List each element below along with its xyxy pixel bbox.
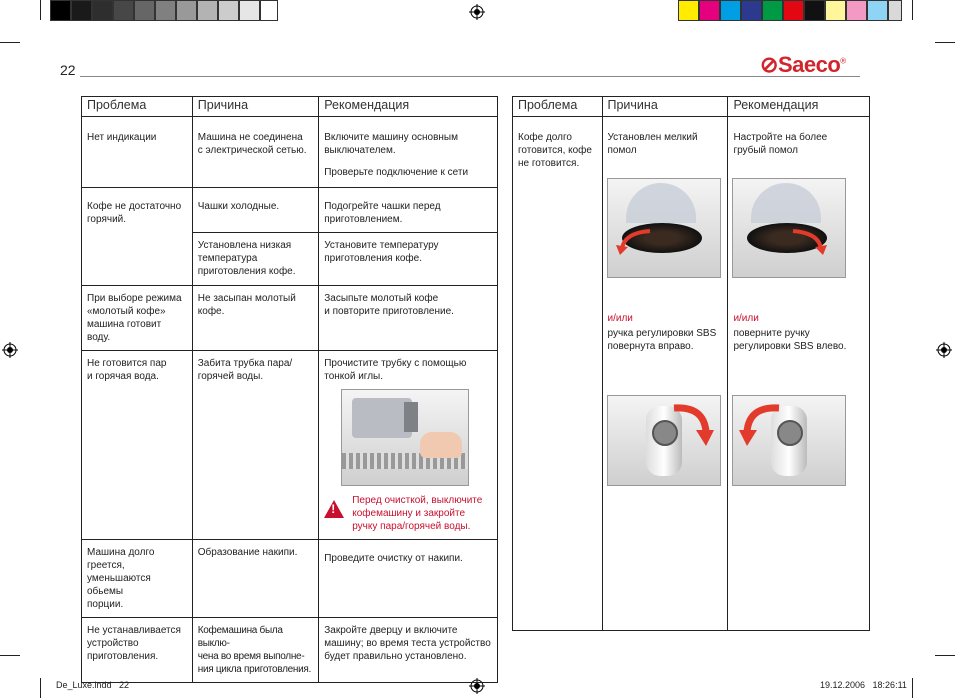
color-bar-yellow xyxy=(678,0,699,21)
recommendation-cell: Подогрейте чашки перед приготовлением. xyxy=(324,201,441,225)
table-row xyxy=(82,188,498,233)
and-or-label: и/или xyxy=(607,313,633,324)
table-row xyxy=(82,286,498,351)
table-row xyxy=(82,117,498,188)
table-header-row xyxy=(82,97,498,117)
color-bar-gray-7 xyxy=(197,0,218,21)
recommendation-cell: Закройте дверцу и включите машину; во время теста устройство будет правильно установлено. xyxy=(324,625,491,662)
recommendation-cell: поверните ручку регулировки SBS влево. xyxy=(733,328,847,352)
page-number: 22 xyxy=(60,62,76,78)
rotate-arrow-icon xyxy=(614,225,654,255)
color-bar-magenta xyxy=(699,0,720,21)
recommendation-cell: Прочистите трубку с помощью тонкой иглы. xyxy=(324,358,467,382)
color-bar-gray-1 xyxy=(71,0,92,21)
problem-cell: Машина долго греется, уменьшаются обьемы порции. xyxy=(87,547,155,610)
and-or-label: и/или xyxy=(733,313,759,324)
rotate-arrow-icon xyxy=(668,402,714,448)
saeco-logo xyxy=(760,52,846,78)
crop-mark xyxy=(935,655,955,656)
warning-text: Перед очисткой, выключите кофемашину и закройте ручку пара/горячей воды. xyxy=(352,495,483,532)
color-bar-cyan xyxy=(720,0,741,21)
recommendation-cell: Настройте на более грубый помол xyxy=(733,132,828,156)
cause-cell: ручка регулировки SBS повернута вправо. xyxy=(607,328,717,352)
problem-cell: Нет индикации xyxy=(87,132,157,143)
sbs-knob-right-image xyxy=(607,395,721,486)
brand-mark: ® xyxy=(840,56,846,66)
color-bar-gray-3 xyxy=(113,0,134,21)
brand-name: Saeco xyxy=(777,52,841,77)
color-bar-black-2 xyxy=(804,0,825,21)
crop-mark xyxy=(0,42,20,43)
crop-mark xyxy=(912,678,913,698)
header-cause: Причина xyxy=(602,97,728,117)
table-row xyxy=(82,351,498,540)
crop-mark xyxy=(0,655,20,656)
footer-file-info: De_Luxe.indd 22 xyxy=(56,680,130,690)
color-bar-gray-2 xyxy=(92,0,113,21)
cause-cell: Установлен мелкий помол xyxy=(607,132,698,156)
recommendation-cell: Проведите очистку от накипи. xyxy=(324,553,463,564)
table-row xyxy=(82,540,498,618)
table-header-row xyxy=(513,97,870,117)
color-bar-gray-8 xyxy=(218,0,239,21)
cause-cell: Не засыпан молотый кофе. xyxy=(197,293,296,317)
problem-cell: Не готовится пар и горячая вода. xyxy=(87,358,167,382)
cause-cell: Образование накипи. xyxy=(197,547,298,558)
table-row xyxy=(513,117,870,631)
cause-cell: Чашки холодные. xyxy=(197,201,280,212)
color-bar-red xyxy=(783,0,804,21)
cause-cell: Установлена низкая температура приготовления кофе. xyxy=(197,240,296,277)
steam-wand-cleaning-image xyxy=(341,389,469,486)
color-bar-white xyxy=(260,0,278,21)
recommendation-cell: Засыпьте молотый кофе и повторите приготовление. xyxy=(324,293,454,317)
color-bar-light-cyan xyxy=(867,0,888,21)
footer-timestamp: 19.12.2006 18:26:11 xyxy=(820,680,907,690)
crop-mark xyxy=(912,0,913,20)
color-bar-gray-4 xyxy=(134,0,155,21)
rotate-arrow-icon xyxy=(789,225,829,255)
header-cause: Причина xyxy=(192,97,318,117)
registration-mark-icon xyxy=(936,342,952,358)
problem-cell: Кофе долго готовится, кофе не готовится. xyxy=(518,132,592,169)
crop-mark xyxy=(40,0,41,20)
color-bar-pink xyxy=(846,0,867,21)
header-recommendation: Рекомендация xyxy=(728,97,870,117)
grinder-coarse-image xyxy=(732,178,846,278)
sbs-knob-left-image xyxy=(732,395,846,486)
crop-mark xyxy=(935,42,955,43)
cause-cell: Кофемашина была выклю- чена во время выполне- ния цикла приготовления. xyxy=(197,625,311,675)
logo-swirl-icon: ⊘ xyxy=(760,52,778,77)
cause-cell: Забита трубка пара/ горячей воды. xyxy=(197,358,293,382)
color-bar-gray-5 xyxy=(155,0,176,21)
table-row xyxy=(82,618,498,683)
problem-cell: Не устанавливается устройство приготовления. xyxy=(87,625,181,662)
grinder-fine-image xyxy=(607,178,721,278)
color-bar-gray-9 xyxy=(239,0,260,21)
registration-mark-icon xyxy=(2,342,18,358)
cause-cell: Машина не соединена с электрической сетью. xyxy=(197,132,307,156)
left-troubleshooting-table xyxy=(81,96,498,683)
right-troubleshooting-table xyxy=(512,96,870,631)
color-bar-light-gray xyxy=(888,0,902,21)
color-bar-gray-6 xyxy=(176,0,197,21)
crop-mark xyxy=(40,678,41,698)
recommendation-cell: Включите машину основным выключателем. xyxy=(324,132,458,156)
registration-mark-icon xyxy=(469,4,485,20)
color-bar-black-1 xyxy=(50,0,71,21)
recommendation-cell: Проверьте подключение к сети xyxy=(324,167,469,178)
header-recommendation: Рекомендация xyxy=(319,97,498,117)
header-problem: Проблема xyxy=(513,97,603,117)
header-problem: Проблема xyxy=(82,97,193,117)
problem-cell: Кофе не достаточно горячий. xyxy=(87,201,182,225)
recommendation-cell: Установите температуру приготовления кофе. xyxy=(324,240,439,264)
warning-icon: ! xyxy=(324,500,344,518)
color-bar-green xyxy=(762,0,783,21)
rotate-arrow-icon xyxy=(739,402,785,448)
problem-cell: При выборе режима «молотый кофе» машина готовит воду. xyxy=(87,293,182,343)
color-bar-blue xyxy=(741,0,762,21)
color-bar-light-yellow xyxy=(825,0,846,21)
header-rule xyxy=(80,76,860,77)
